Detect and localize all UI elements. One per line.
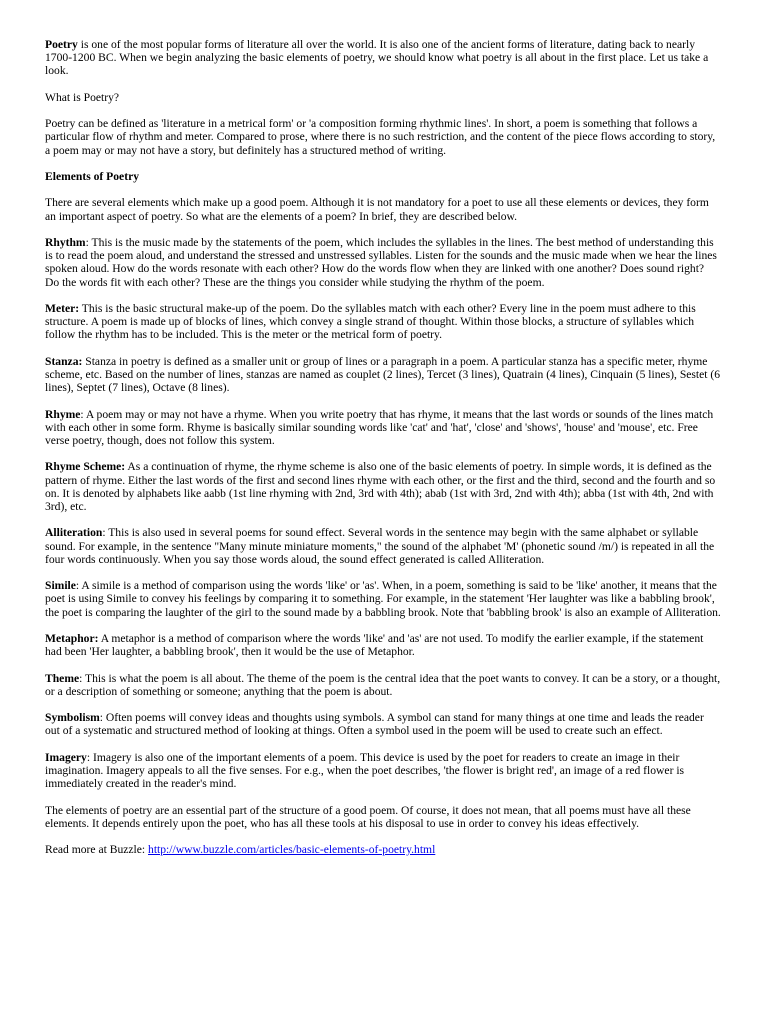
element-term: Alliteration [45, 526, 103, 540]
element-text: : A poem may or may not have a rhyme. When you write poetry that has rhyme, it means that the last words or sounds of the lines match with each other in some form. Rhyme is basically similar sounding words like 'cat' and 'hat', 'close' and 'shows', 'house' and 'mouse', etc. Free verse poetry, though, does not follow this system. [45, 407, 714, 447]
element-text: : Imagery is also one of the important elements of a poem. This device is used by the poet for readers to create an image in their imagination. Imagery appeals to all the five senses. For e.g., when the poet describes, 'the flower is bright red', an image of a red flower is immediately created in the reader's mind. [45, 750, 685, 791]
element-text: : Often poems will convey ideas and thoughts using symbols. A symbol can stand for many things at one time and leads the reader out of a systematic and structured method of looking at things. Often a symbol used in the poem will be used to create such an effect. [45, 711, 704, 738]
element-term: Simile [45, 579, 76, 593]
element-text: : A simile is a method of comparison using the words 'like' or 'as'. When, in a poem, something is said to be 'like' another, it means that the poet is using Simile to convey his feelings by comparing it to something. For example, in the statement 'Her laughter was like a babbling brook', the poet is comparing the laughter of the girl to the sound made by a babbling brook. Note that 'babbling brook' is also an example of Alliteration. [45, 579, 721, 619]
element-term: Symbolism [45, 711, 100, 725]
element-stanza [45, 355, 721, 395]
element-metaphor [45, 632, 721, 658]
intro-text: is one of the most popular forms of literature all over the world. It is also one of the ancient forms of literature, dating back to nearly 1700-1200 BC. When we begin analyzing the basic elements of poetry, we should know what poetry is all about in the first place. Let us take a look. [45, 38, 709, 78]
element-term: Rhyme [45, 407, 81, 421]
element-text: : This is what the poem is all about. The theme of the poem is the central idea that the poet wants to convey. It can be a story, or a thought, or a description of something or someone; anything that the poem is about. [45, 671, 721, 698]
definition-paragraph: Poetry can be defined as 'literature in a metrical form' or 'a composition forming rhythmic lines'. In short, a poem is something that follows a particular flow of rhythm and meter. Compared to prose, where there is no such restriction, and the content of the piece flows according to story, a poem may or may not have a story, but definitely has a structured method of writing. [45, 117, 716, 157]
element-term: Theme [45, 671, 80, 685]
element-term: Rhyme Scheme: [45, 460, 126, 474]
question-paragraph: What is Poetry? [45, 90, 120, 104]
element-rhyme-scheme [45, 460, 721, 513]
element-text: : This is the music made by the statements of the poem, which includes the syllables in the lines. The best method of understanding this is to read the poem aloud, and understand the stressed and unstressed syllables. Listen for the sounds and the music made when we hear the lines spoken aloud. How do the words resonate with each other? How do the words flow when they are linked with one another? Does sound right? Do the words fit with each other? These are the things you consider while studying the rhythm of the poem. [45, 235, 717, 289]
element-meter [45, 302, 721, 342]
element-rhyme [45, 408, 721, 448]
element-term: Stanza: [45, 354, 83, 368]
read-more-prefix: Read more at Buzzle: [45, 843, 149, 857]
source-link[interactable]: http://www.buzzle.com/articles/basic-elements-of-poetry.html [148, 843, 436, 857]
element-rhythm [45, 236, 721, 289]
element-imagery [45, 751, 721, 791]
intro-term: Poetry [45, 38, 78, 51]
element-term: Metaphor: [45, 631, 99, 645]
intro-paragraph [45, 38, 721, 78]
element-alliteration [45, 526, 721, 566]
section-heading: Elements of Poetry [45, 169, 140, 183]
element-simile [45, 579, 721, 619]
element-text: This is the basic structural make-up of the poem. Do the syllables match with each other? Every line in the poem must adhere to this structure. A poem is made up of blocks of lines, which convey a single strand of thought. Within those blocks, a structure of syllables which follow the rhythm has to be included. This is the meter or the metrical form of poetry. [45, 301, 696, 342]
element-text: : This is also used in several poems for sound effect. Several words in the sentence may begin with the same alphabet or syllable sound. For example, in the sentence "Many minute miniature moments," the sound of the alphabet 'M' (phonetic sound /m/) is repeated in all the four words continuously. When you say those words aloud, the sound effect generated is called Alliteration. [45, 526, 715, 566]
read-more-line [45, 843, 721, 856]
conclusion-paragraph: The elements of poetry are an essential part of the structure of a good poem. Of course, it does not mean, that all poems must have all these elements. It depends entirely upon the poet, who has all these tools at his disposal to use in order to convey his ideas effectively. [45, 803, 691, 830]
element-term: Imagery [45, 750, 87, 764]
article-body [45, 38, 721, 870]
element-theme [45, 672, 721, 698]
element-text: As a continuation of rhyme, the rhyme scheme is also one of the basic elements of poetry. In simple words, it is defined as the pattern of rhyme. Either the last words of the first and second lines rhyme with each other, or the first and the third, second and the fourth and so on. It is denoted by alphabets like aabb (1st line rhyming with 2nd, 3rd with 4th); abab (1st with 3rd, 2nd with 4th); abba (1st with 4th, 2nd with 3rd), etc. [45, 460, 716, 513]
element-term: Meter: [45, 301, 80, 315]
element-symbolism [45, 711, 721, 737]
element-text: A metaphor is a method of comparison where the words 'like' and 'as' are not used. To modify the earlier example, if the statement had been 'Her laughter, a babbling brook', then it would be the use of Metaphor. [45, 631, 704, 659]
element-term: Rhythm [45, 235, 86, 249]
element-text: Stanza in poetry is defined as a smaller unit or group of lines or a paragraph in a poem. A particular stanza has a specific meter, rhyme scheme, etc. Based on the number of lines, stanzas are named as couplet (2 lines), Tercet (3 lines), Quatrain (4 lines), Cinquain (5 lines), Sestet (6 lines), Septet (7 lines), Octave (8 lines). [45, 354, 721, 395]
elements-intro-paragraph: There are several elements which make up a good poem. Although it is not mandatory for a poet to use all these elements or devices, they form an important aspect of poetry. So what are the elements of a poem? In brief, they are described below. [45, 196, 709, 223]
